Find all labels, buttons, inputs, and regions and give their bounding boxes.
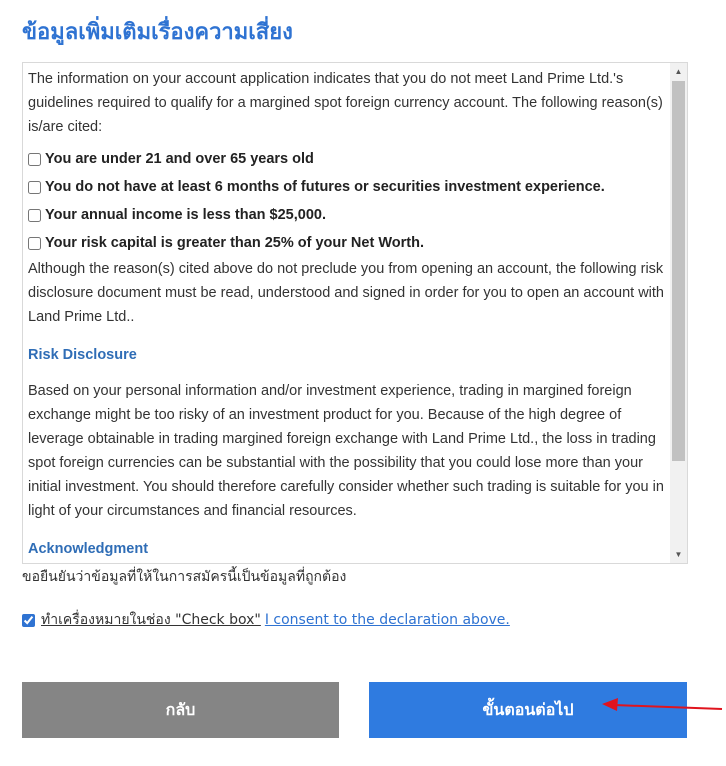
scrollbar[interactable] [670, 63, 687, 563]
confirm-text: ขอยืนยันว่าข้อมูลที่ให้ในการสมัครนี้เป็นข้อมูลที่ถูกต้อง [22, 569, 347, 585]
reason-label: Your annual income is less than $25,000. [45, 207, 326, 223]
consent-link[interactable]: I consent to the declaration above. [264, 612, 510, 628]
consent-checkbox[interactable] [22, 614, 35, 627]
risk-disclosure-heading: Risk Disclosure [28, 347, 137, 363]
reason-checkbox[interactable] [28, 181, 41, 194]
risk-disclosure-text: Based on your personal information and/or investment experience, trading in margined foreign exchange might be too risky of an investment product for you. Because of the high degree of leverage obtainable in trading margined foreign exchange with Land Prime Ltd., the loss in trading spot foreign currencies can be substantial with the possibility that you could lose more than your initial investment. You should therefore carefully consider whether such trading is suitable for you in light of your circumstances and financial resources. [28, 383, 664, 519]
back-button[interactable]: กลับ [22, 682, 339, 738]
consent-thai-text[interactable]: ทำเครื่องหมายในช่อง "Check box" [41, 612, 261, 628]
reason-item [28, 145, 668, 173]
disclosure-intro: The information on your account application indicates that you do not meet Land Prime Ltd.'s guidelines required to qualify for a margined spot foreign currency account. The following reason(s) is/are cited: [28, 71, 663, 135]
reason-label: You are under 21 and over 65 years old [45, 151, 314, 167]
reason-label: Your risk capital is greater than 25% of your Net Worth. [45, 235, 424, 251]
reason-item [28, 201, 668, 229]
disclosure-scroll-box[interactable] [22, 62, 688, 564]
scroll-thumb[interactable] [672, 81, 685, 461]
scroll-up-arrow-icon[interactable]: ▲ [674, 67, 683, 76]
disclosure-content [28, 67, 668, 564]
disclosure-after-reasons: Although the reason(s) cited above do not preclude you from opening an account, the following risk disclosure document must be read, understood and signed in order for you to open an account with Land Prime Ltd.. [28, 261, 664, 325]
reason-checkbox[interactable] [28, 209, 41, 222]
red-arrow-icon [600, 696, 724, 716]
next-step-button[interactable]: ขั้นตอนต่อไป [369, 682, 687, 738]
page-title: ข้อมูลเพิ่มเติมเรื่องความเสี่ยง [22, 20, 293, 45]
scroll-down-arrow-icon[interactable]: ▼ [674, 550, 683, 559]
reason-item [28, 173, 668, 201]
reason-checkbox[interactable] [28, 237, 41, 250]
reason-label: You do not have at least 6 months of futures or securities investment experience. [45, 179, 605, 195]
acknowledgment-heading: Acknowledgment [28, 541, 149, 557]
reason-checkbox[interactable] [28, 153, 41, 166]
consent-row[interactable] [22, 609, 510, 631]
reason-item [28, 229, 668, 257]
